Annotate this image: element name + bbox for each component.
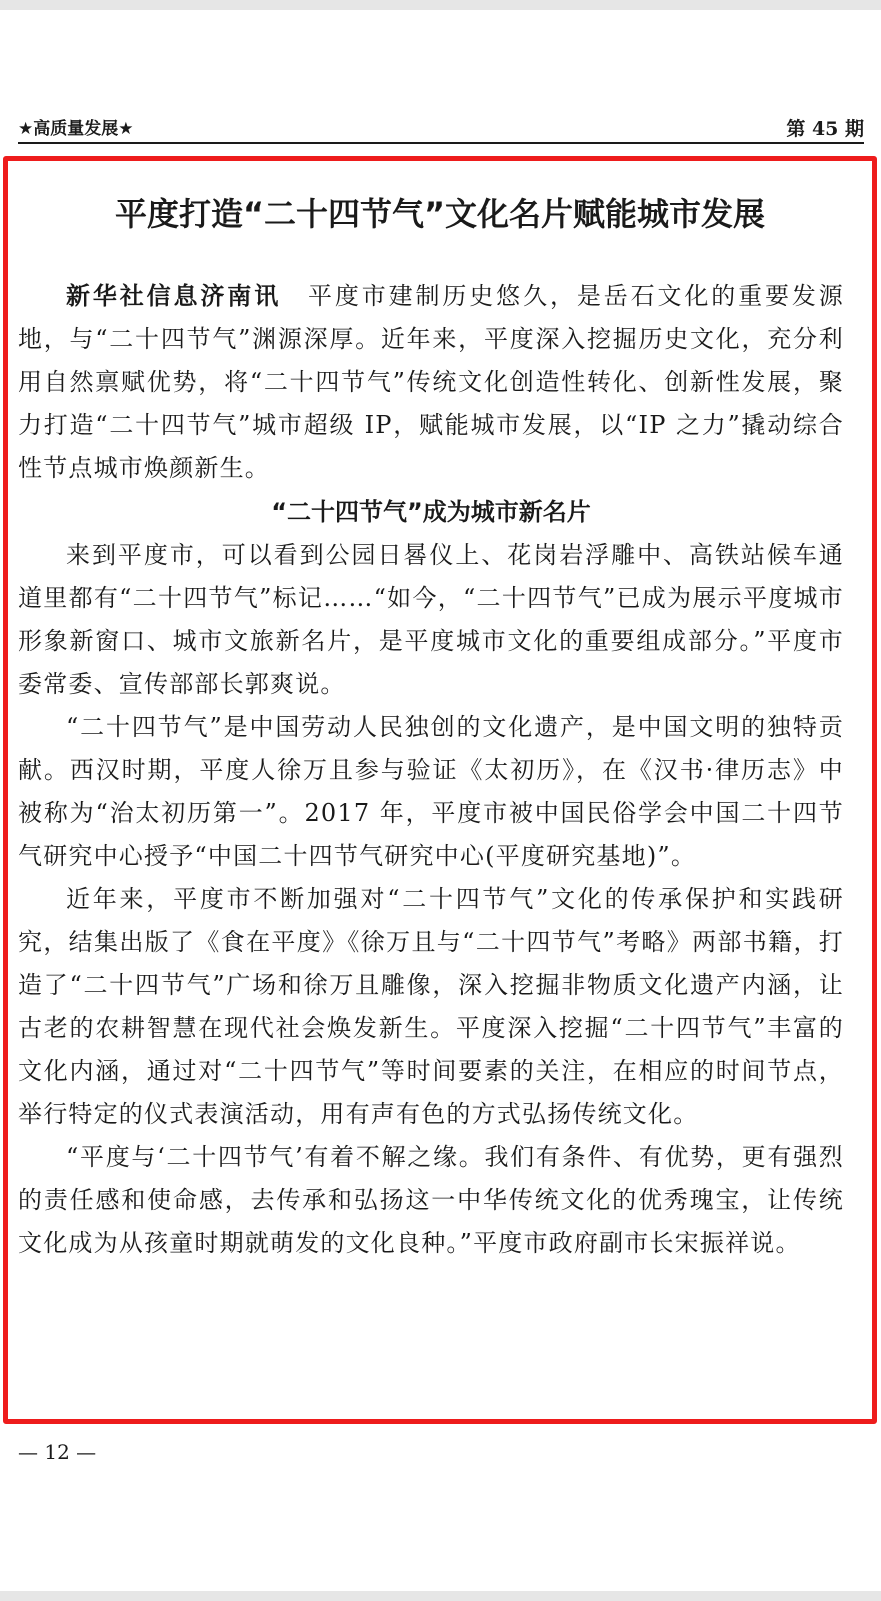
body-paragraph-4: “平度与‘二十四节气’有着不解之缘。我们有条件、有优势，更有强烈的责任感和使命感，去传承和弘扬这一中华传统文化的优秀瑰宝，让传统文化成为从孩童时期就萌发的文化良种。”平度市政府副市长宋振祥说。 (18, 1143, 844, 1257)
issue-number: 第 45 期 (786, 118, 864, 140)
lead-paragraph (18, 275, 844, 490)
lead-gap (281, 282, 308, 310)
article-body (18, 275, 844, 1265)
body-paragraph-1: 来到平度市，可以看到公园日晷仪上、花岗岩浮雕中、高铁站候车通道里都有“二十四节气”标记……“如今，“二十四节气”已成为展示平度城市形象新窗口、城市文旅新名片，是平度城市文化的重要组成部分。”平度市委常委、宣传部部长郭爽说。 (18, 541, 844, 698)
top-gray-bar (0, 0, 881, 10)
body-paragraph-3: 近年来，平度市不断加强对“二十四节气”文化的传承保护和实践研究，结集出版了《食在平度》《徐万且与“二十四节气”考略》两部书籍，打造了“二十四节气”广场和徐万且雕像，深入挖掘非物质文化遗产内涵，让古老的农耕智慧在现代社会焕发新生。平度深入挖掘“二十四节气”丰富的文化内涵，通过对“二十四节气”等时间要素的关注，在相应的时间节点，举行特定的仪式表演活动，用有声有色的方式弘扬传统文化。 (18, 885, 844, 1128)
body-paragraph-2: “二十四节气”是中国劳动人民独创的文化遗产，是中国文明的独特贡献。西汉时期，平度人徐万且参与验证《太初历》，在《汉书·律历志》中被称为“治太初历第一”。2017 年，平度市被中国民俗学会中国二十四节气研究中心授予“中国二十四节气研究中心(平度研究基地)”。 (18, 713, 844, 870)
bottom-gray-bar (0, 1591, 881, 1601)
page-number: — 12 — (18, 1440, 97, 1464)
article-title: 平度打造“二十四节气”文化名片赋能城市发展 (114, 195, 766, 233)
running-header (18, 112, 864, 144)
section-subheading: “二十四节气”成为城市新名片 (271, 498, 591, 526)
lead-source: 新华社信息济南讯 (66, 282, 282, 310)
lead-text: 平度市建制历史悠久，是岳石文化的重要发源地，与“二十四节气”渊源深厚。近年来，平度深入挖掘历史文化，充分利用自然禀赋优势，将“二十四节气”传统文化创造性转化、创新性发展，聚力打造“二十四节气”城市超级 IP，赋能城市发展，以“IP 之力”撬动综合性节点城市焕颜新生。 (18, 282, 845, 482)
section-label: ★高质量发展★ (18, 119, 134, 139)
